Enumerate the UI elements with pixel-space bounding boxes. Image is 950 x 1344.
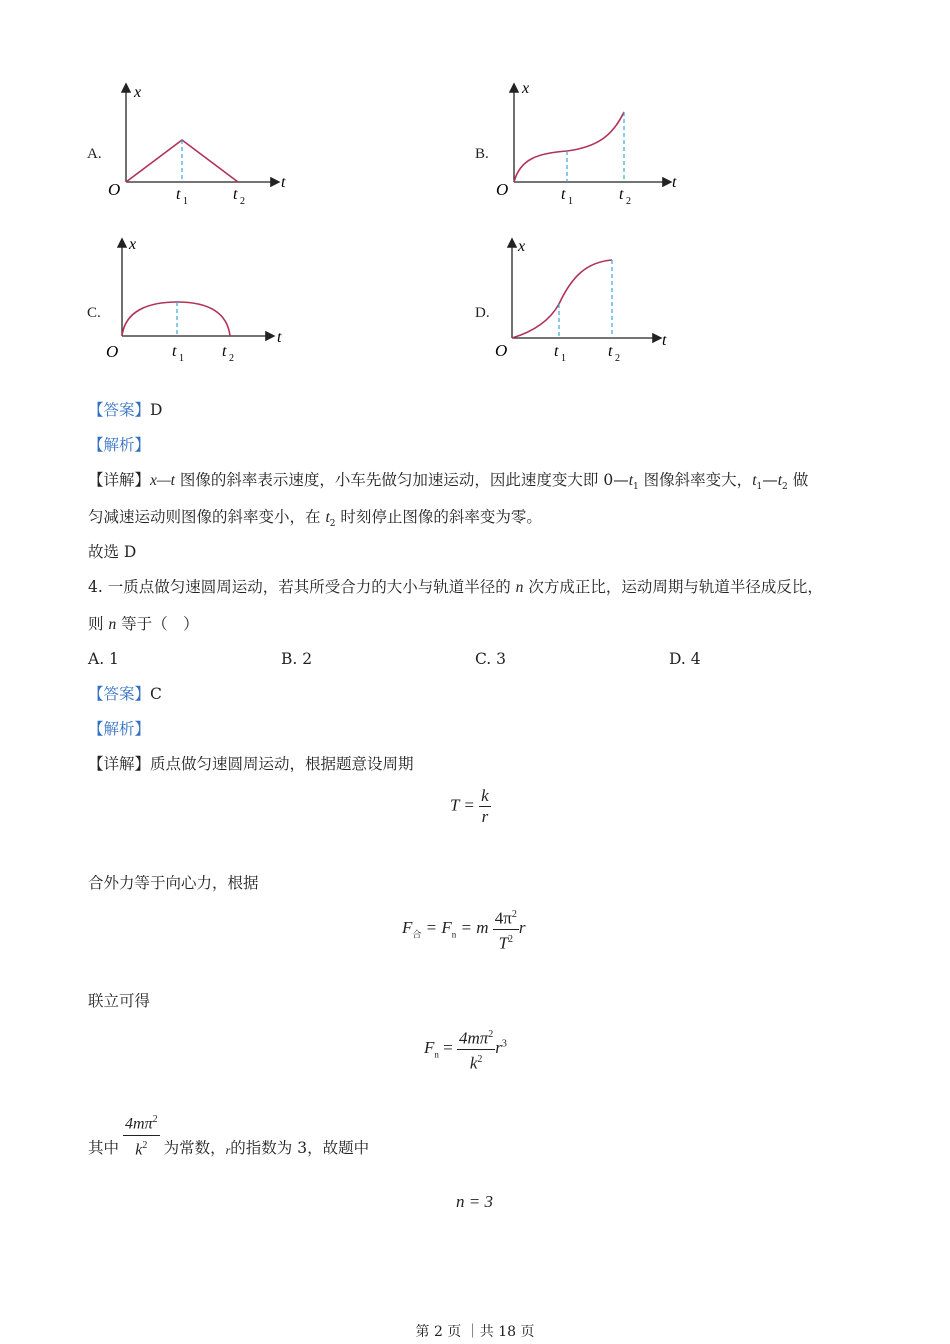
eq2-num-sup: 2 [511,909,517,920]
n-var: n [515,579,524,596]
stem-text-d: 等于（ ） [116,615,199,633]
final-text-b: 为常数， [163,1139,226,1157]
final-r: r [225,1143,231,1157]
q4-analysis-tag: 【解析】 [88,720,151,738]
y-axis-label: x [522,80,530,97]
graph-a [100,75,300,210]
eq3-sub-n: n [434,1049,439,1060]
t2-label: t [222,343,227,360]
eq1-numerator: k [481,786,489,805]
eq3-denominator: k [469,1053,478,1073]
curve [122,302,230,336]
t2-sub: 2 [240,196,245,207]
final-text-a: 其中 [88,1139,120,1157]
eq1-lhs: T = [450,795,475,815]
origin-label: O [106,342,119,361]
t1-sub: 1 [568,196,573,207]
y-axis-label: x [134,84,142,101]
stem-text-a: 4. 一质点做匀速圆周运动，若其所受合力的大小与轨道半径的 [88,578,516,596]
curve [512,260,612,338]
t2-label: t [233,186,238,203]
answer-value: C [150,685,162,703]
answer-tag: 【答案】 [88,401,151,419]
final-num-sup: 2 [152,1114,158,1126]
equation-1 [450,787,491,826]
equation-2 [402,906,525,952]
t2-label: t [608,343,613,360]
x-axis-label: t [277,329,282,346]
detail-text-a: 图像的斜率表示速度，小车先做匀加速运动，因此速度变大即 0— [174,471,629,489]
t1-sub: 1 [756,482,763,493]
detail-tag: 【详解】 [88,471,151,489]
q4-option-d: D. 4 [669,650,701,668]
stem-text-b: 次方成正比，运动周期与轨道半径成反比， [523,578,823,596]
q3-answer-line [88,400,162,420]
final-denominator: k [135,1140,143,1158]
graph-c [95,232,295,367]
equation-3 [424,1026,507,1072]
eq3-r: r [495,1038,502,1058]
t2-sub: 2 [782,482,788,493]
q4-option-c: C. 3 [475,650,507,668]
detail-xt: x—t [150,472,175,489]
graph-d [487,232,687,367]
eq2-denominator: T [498,933,509,953]
t1-label: t [561,186,566,203]
eq2-den-sup: 2 [508,933,514,945]
t1-sub: 1 [561,353,566,364]
eq2-sub-he: 合 [412,929,422,940]
q4-detail-line [88,754,414,774]
detail-tag: 【详解】 [88,755,151,773]
eq2-F: F [402,918,413,938]
q4-final-line [88,1110,369,1160]
q4-force-line: 合外力等于向心力，根据 [88,874,259,892]
eq2-Fn: = F [425,918,452,938]
option-c-label: C. [87,305,101,321]
t2-sub: 2 [615,353,620,364]
answer-tag: 【答案】 [88,685,151,703]
q4-stem-line1 [88,577,823,598]
option-d-label: D. [475,305,490,321]
t2-var: t [325,509,330,526]
detail-text: 质点做匀速圆周运动，根据题意设周期 [150,755,414,773]
origin-label: O [496,180,509,199]
y-axis-label: x [518,238,526,255]
t1-sub: 1 [183,196,188,207]
eq3-num-sup: 2 [488,1029,494,1040]
eq2-r: r [518,918,526,938]
eq2-m: = m [460,918,489,938]
option-b-label: B. [475,146,489,162]
t1-var: t [628,472,634,489]
q4-combine-line: 联立可得 [88,992,151,1010]
eq3-numerator: 4mπ [458,1028,489,1048]
q4-answer-line [88,684,162,704]
eq3-F: F [424,1038,435,1058]
q3-conclusion: 故选 D [88,543,137,561]
y-axis-label: x [129,236,137,253]
x-axis-label: t [672,174,677,191]
x-axis-label: t [662,332,667,349]
detail-text-d: 匀减速运动则图像的斜率变小，在 [88,508,326,526]
eq3-r-sup: 3 [501,1038,507,1050]
final-numerator: 4mπ [125,1115,153,1133]
t1-sub: 1 [633,482,639,493]
q3-detail-line2 [88,507,542,534]
option-a-label: A. [87,146,102,162]
eq3-den-sup: 2 [477,1053,483,1065]
q4-option-b: B. 2 [281,650,313,668]
t1-label: t [172,343,177,360]
stem-text-c: 则 [88,615,109,633]
q4-option-a: A. 1 [88,650,119,668]
t2-sub: 2 [329,519,336,530]
q3-analysis-tag: 【解析】 [88,436,151,454]
origin-label: O [495,341,508,360]
t2-var: t [777,472,783,489]
page-footer: 第 2 页 ｜共 18 页 [415,1324,535,1340]
t2-sub: 2 [229,353,234,364]
answer-value: D [150,401,163,419]
t1-sub: 1 [179,353,184,364]
equation-4: n = 3 [456,1192,493,1211]
n-var: n [108,616,117,633]
x-axis-label: t [281,174,286,191]
graph-b [488,75,688,210]
t2-label: t [619,186,624,203]
final-den-sup: 2 [142,1139,148,1151]
detail-text-c: 做 [787,471,809,489]
q3-detail-line1 [88,470,808,497]
t2-sub: 2 [626,196,631,207]
eq1-denominator: r [481,807,489,826]
t1-label: t [554,343,559,360]
eq3-equals: = [443,1038,453,1058]
t1-var: t [752,472,757,489]
detail-text-e: 时刻停止图像的斜率变为零。 [335,508,542,526]
curve [514,112,624,182]
origin-label: O [108,180,121,199]
eq2-numerator: 4π [494,908,512,928]
final-text-c: 的指数为 3，故题中 [230,1139,370,1157]
eq2-sub-n: n [451,929,457,940]
t1-label: t [176,186,181,203]
detail-text-b: 图像斜率变大， [638,471,753,489]
dash: — [762,471,778,489]
q4-stem-line2 [88,614,199,635]
